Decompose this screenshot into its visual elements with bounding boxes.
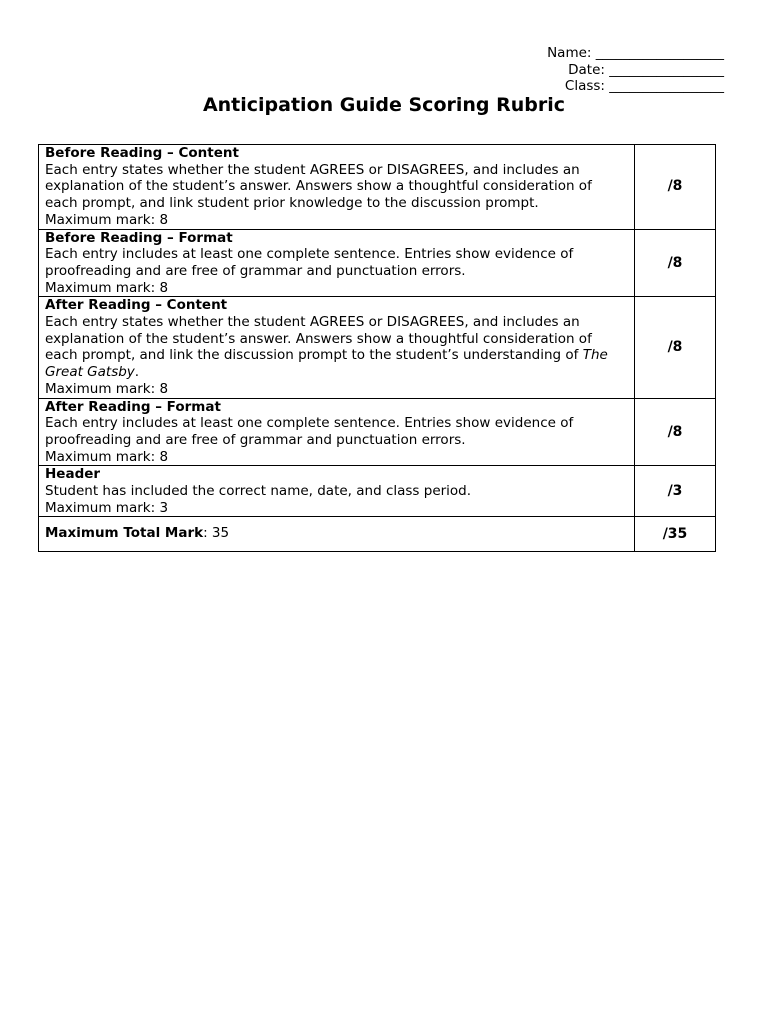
criterion-cell	[39, 145, 635, 230]
total-value: : 35	[203, 525, 230, 542]
total-cell	[39, 517, 635, 552]
score-cell: /8	[635, 145, 716, 230]
rubric-row	[39, 229, 716, 297]
criterion-description: Each entry states whether the student AGREES or DISAGREES, and includes an explanation of the student’s answer. Answers show a thoughtful consideration of each prompt, and link student prior knowledge to the discussion prompt.	[45, 161, 592, 212]
student-info-fields	[547, 45, 724, 95]
criterion-cell	[39, 466, 635, 517]
date-field: Date: _________________	[568, 61, 724, 78]
criterion-description	[45, 314, 628, 381]
criterion-max-mark: Maximum mark: 8	[45, 380, 169, 397]
criterion-max-mark: Maximum mark: 8	[45, 279, 169, 296]
criterion-title: Before Reading – Content	[45, 145, 239, 161]
class-field: Class: _________________	[564, 78, 724, 94]
criterion-title: After Reading – Content	[45, 297, 228, 314]
criterion-cell	[39, 398, 635, 466]
total-label: Maximum Total Mark	[45, 525, 204, 542]
criterion-title: Before Reading – Format	[45, 229, 233, 246]
criterion-cell	[39, 297, 635, 398]
criterion-cell	[39, 229, 635, 297]
score-cell: /3	[635, 466, 716, 517]
rubric-row	[39, 398, 716, 466]
criterion-description: Student has included the correct name, date, and class period.	[45, 483, 472, 500]
criterion-max-mark: Maximum mark: 8	[45, 448, 169, 465]
criterion-title: After Reading – Format	[45, 398, 221, 415]
total-row	[39, 517, 716, 552]
score-cell: /8	[635, 297, 716, 398]
score-cell: /8	[635, 398, 716, 466]
name-field: Name: ___________________	[547, 45, 724, 61]
page-title: Anticipation Guide Scoring Rubric	[202, 94, 566, 116]
description-end: .	[134, 364, 140, 381]
score-cell: /8	[635, 229, 716, 297]
criterion-max-mark: Maximum mark: 8	[45, 211, 169, 228]
criterion-description: Each entry includes at least one complete sentence. Entries show evidence of proofreading and are free of grammar and punctuation errors.	[45, 246, 574, 279]
criterion-description: Each entry includes at least one complete sentence. Entries show evidence of proofreading and are free of grammar and punctuation errors.	[45, 415, 574, 448]
total-score-cell: /35	[635, 517, 716, 552]
book-title: The Great Gatsby	[45, 347, 608, 381]
rubric-row	[39, 466, 716, 517]
rubric-row	[39, 297, 716, 398]
criterion-description-text: Each entry states whether the student AGREES or DISAGREES, and includes an explanation of the student’s answer. Answers show a thoughtful consideration of each prompt, and link the discussion prompt to the student’s understanding of	[45, 314, 592, 364]
criterion-max-mark: Maximum mark: 3	[45, 499, 169, 516]
criterion-title: Header	[45, 466, 101, 483]
rubric-row	[39, 145, 716, 230]
rubric-table	[38, 144, 716, 552]
